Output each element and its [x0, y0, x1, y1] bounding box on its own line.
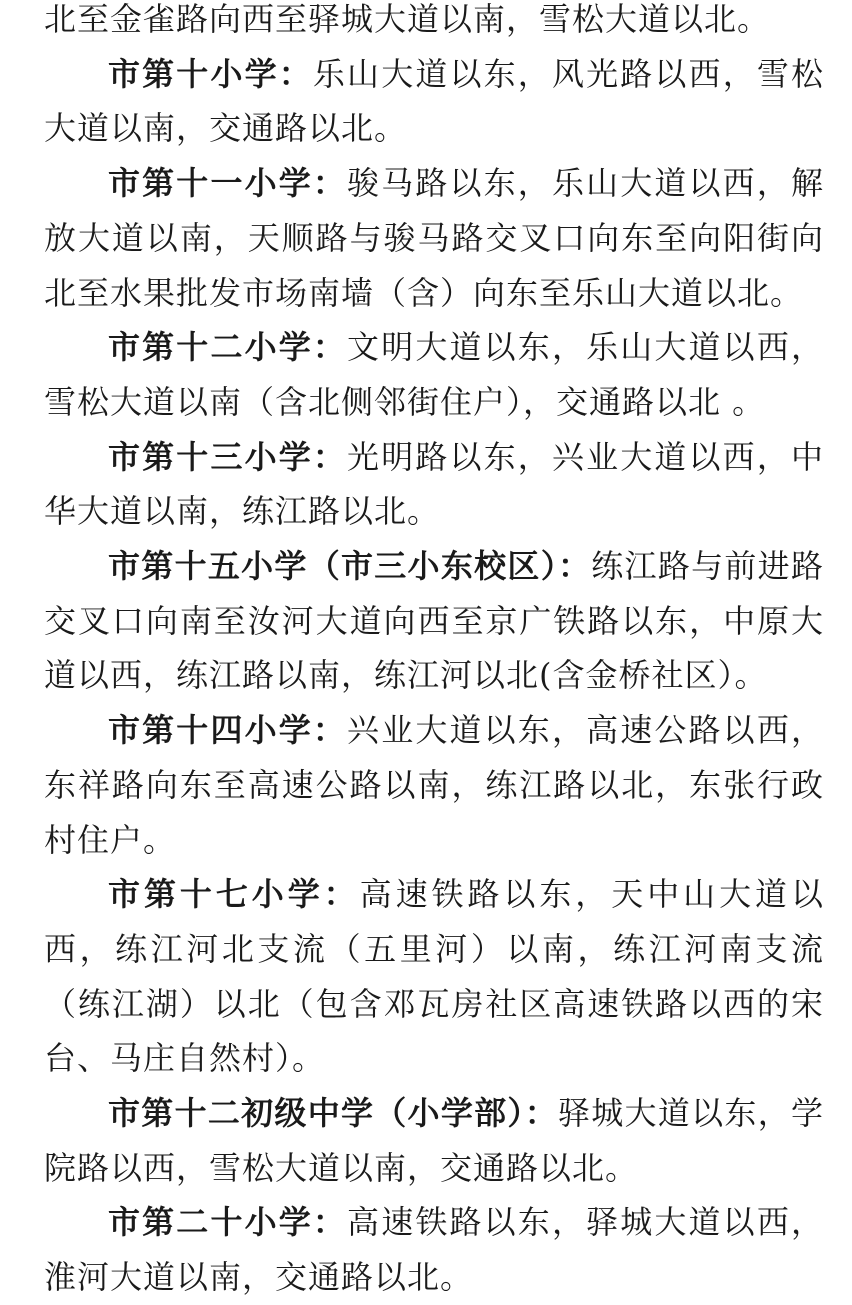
school-district: 高速铁路以东，天中山大道以西，练江河北支流（五里河）以南，练江河南支流（练江湖）以北（包含邓瓦房社区高速铁路以西的宋台、马庄自然村）。	[44, 875, 824, 1078]
school-name: 市第十一小学：	[108, 164, 348, 203]
school-district: 骏马路以东，乐山大道以西，解放大道以南，天顺路与骏马路交叉口向东至向阳街向北至水果批发市场南墙（含）向东至乐山大道以北。	[44, 164, 824, 312]
school-district: 光明路以东，兴业大道以西，中华大道以南，练江路以北。	[44, 437, 824, 531]
school-district: 练江路与前进路交叉口向南至汝河大道向西至京广铁路以东，中原大道以西，练江路以南，练江河以北(含金桥社区）。	[44, 547, 824, 695]
school-district: 高速铁路以东，驿城大道以西，淮河大道以南，交通路以北。	[44, 1203, 824, 1297]
school-name: 市第十二初级中学（小学部）：	[108, 1094, 558, 1133]
school-entry	[44, 539, 824, 703]
school-entry	[44, 703, 824, 867]
school-entry	[44, 1086, 824, 1195]
school-district: 驿城大道以东，学院路以西，雪松大道以南，交通路以北。	[44, 1094, 824, 1187]
school-district: 兴业大道以东，高速公路以西，东祥路向东至高速公路以南，练江路以北，东张行政村住户。	[44, 711, 824, 859]
school-name: 市第十小学：	[108, 54, 313, 93]
school-name: 市第十四小学：	[108, 711, 348, 750]
school-entry	[44, 1195, 824, 1304]
school-name: 市第十七小学：	[108, 875, 360, 914]
school-name: 市第十三小学：	[108, 437, 348, 476]
school-name: 市第十二小学：	[108, 328, 348, 367]
intro-paragraph: 北至金雀路向西至驿城大道以南，雪松大道以北。	[44, 0, 771, 38]
school-district: 文明大道以东，乐山大道以西，雪松大道以南（含北侧邻街住户），交通路以北 。	[44, 328, 824, 421]
school-entry	[44, 320, 824, 429]
school-name: 市第十五小学（市三小东校区）：	[108, 547, 592, 586]
document-page	[44, 0, 824, 1305]
school-entry	[44, 430, 824, 539]
school-district: 乐山大道以东，风光路以西，雪松大道以南，交通路以北。	[44, 54, 824, 148]
school-entry	[44, 867, 824, 1086]
school-entry	[44, 47, 824, 156]
school-name: 市第二十小学：	[108, 1203, 348, 1242]
school-entry	[44, 156, 824, 320]
